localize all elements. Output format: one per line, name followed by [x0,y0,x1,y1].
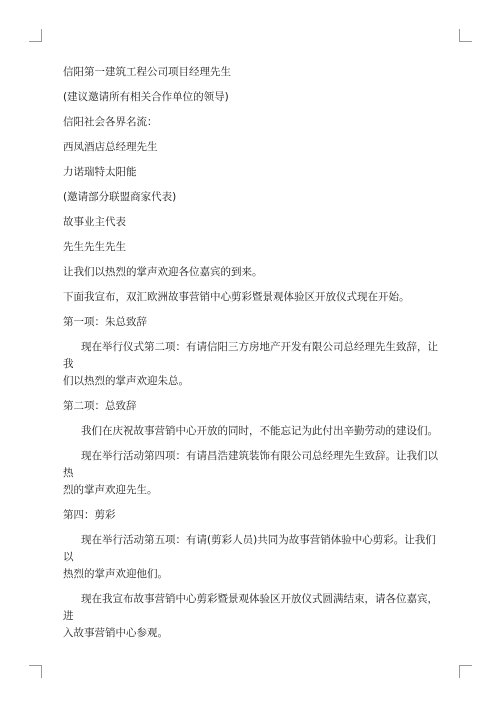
corner-mark-top-right [459,29,472,42]
guest-line: 力诺瑞特太阳能 [63,166,137,178]
paragraph-line: 我们在庆祝故事营销中心开放的同时，不能忘记为此付出辛勤劳动的建设们。 [81,425,438,437]
guest-line: 信阳第一建筑工程公司项目经理先生 [63,66,231,78]
paragraph-line: 入故事营销中心参观。 [63,627,168,639]
guest-line: 先生先生先生 [63,241,126,253]
paragraph-line: 烈的掌声欢迎先生。 [63,484,158,496]
paragraph-line: 们以热烈的掌声欢迎朱总。 [63,375,189,387]
agenda-item-heading: 第四：剪彩 [63,509,116,521]
agenda-paragraph [63,532,443,583]
corner-mark-top-left [29,29,42,42]
paragraph-line: 现在举行仪式第二项：有请信阳三方房地产开发有限公司总经理先生致辞，让我 [63,341,438,370]
paragraph-line: 现在我宣布故事营销中心剪彩暨景观体验区开放仪式圆满结束，请各位嘉宾，进 [63,593,438,622]
guest-line: 故事业主代表 [63,216,126,228]
guest-line: 西凤酒店总经理先生 [63,141,158,153]
note-line: (邀请部分联盟商家代表) [63,191,177,203]
guest-group-heading: 信阳社会各界名流： [63,116,158,128]
opening-announcement: 下面我宣布，双汇欧洲故事营销中心剪彩暨景观体验区开放仪式现在开始。 [63,291,410,303]
agenda-item-heading: 第二项：总致辞 [63,400,137,412]
document-body [63,64,443,650]
paragraph-line: 现在举行活动第四项：有请昌浩建筑装饰有限公司总经理先生致辞。让我们以热 [63,450,438,479]
note-line: (建议邀请所有相关合作单位的领导) [63,91,229,103]
closing-paragraph [63,591,443,642]
paragraph-line: 热烈的掌声欢迎他们。 [63,568,168,580]
corner-mark-bottom-left [29,665,42,678]
paragraph-line: 现在举行活动第五项：有请(剪彩人员)共同为故事营销体验中心剪彩。让我们以 [63,534,436,563]
agenda-paragraph [63,339,443,390]
corner-mark-bottom-right [459,665,472,678]
agenda-item-heading: 第一项：朱总致辞 [63,316,147,328]
agenda-paragraph [63,448,443,499]
welcome-line: 让我们以热烈的掌声欢迎各位嘉宾的到来。 [63,266,263,278]
